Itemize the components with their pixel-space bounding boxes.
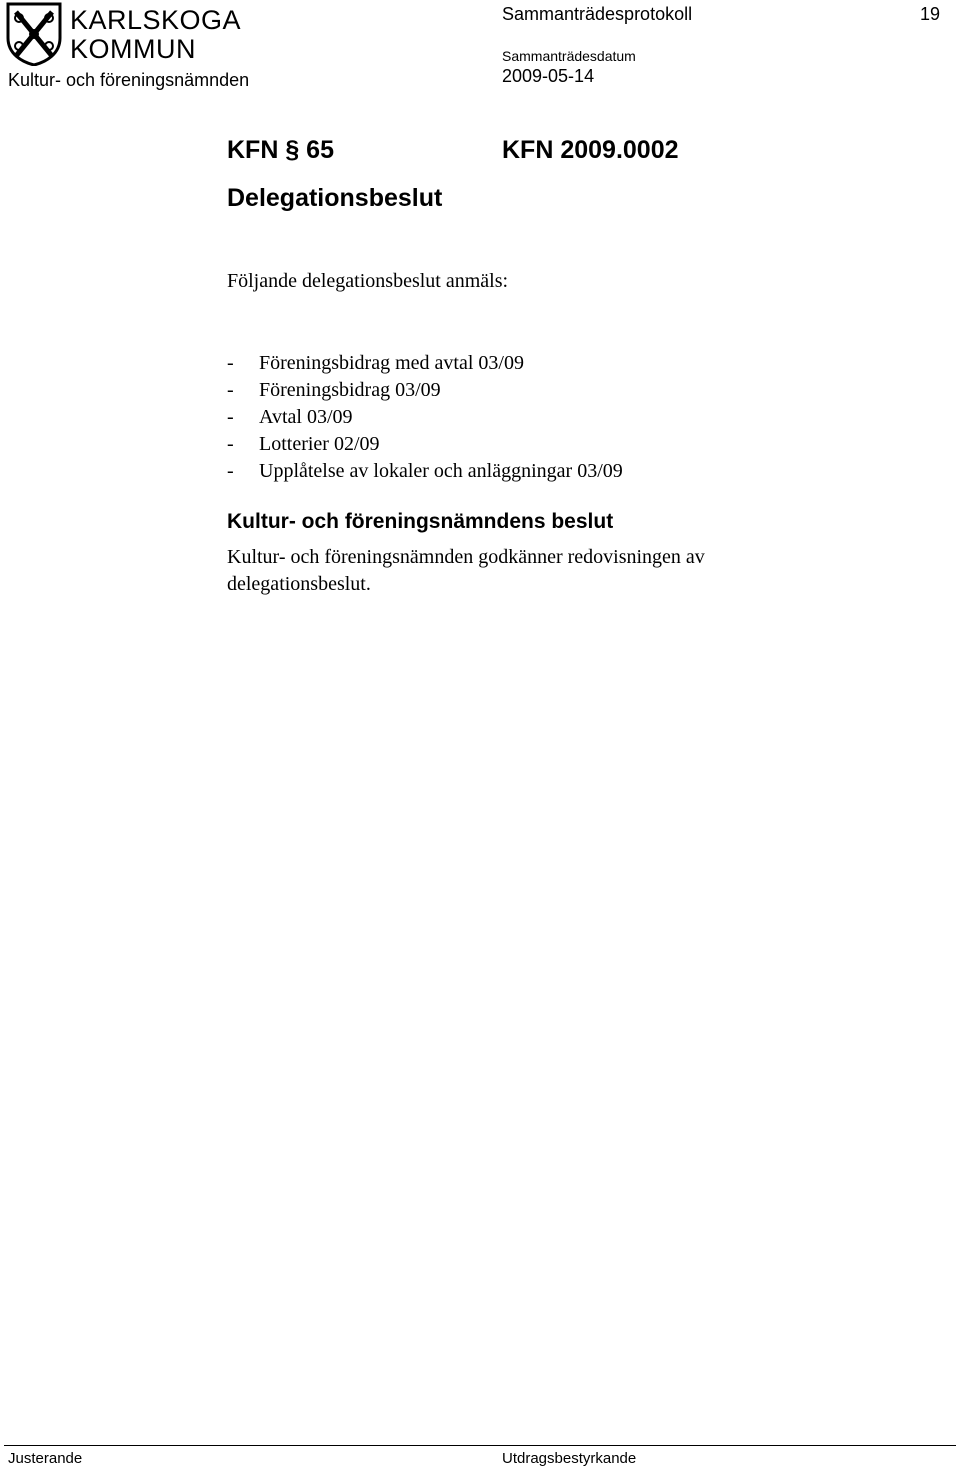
meeting-date-value: 2009-05-14: [502, 66, 595, 86]
logo-line-2: KOMMUN: [70, 34, 196, 64]
list-bullet: -: [227, 433, 234, 455]
logo-line-1: KARLSKOGA: [70, 5, 242, 35]
meeting-date-label: Sammanträdesdatum: [502, 48, 636, 64]
list-bullet: -: [227, 379, 234, 401]
list-bullet: -: [227, 406, 234, 428]
list-item-text: Föreningsbidrag 03/09: [259, 379, 441, 401]
page-number: 19: [920, 4, 941, 24]
delegation-decision-list: [227, 350, 623, 485]
decision-heading: Kultur- och föreningsnämndens beslut: [227, 510, 614, 533]
case-number: KFN 2009.0002: [502, 136, 679, 164]
logo-wordmark: [70, 6, 241, 64]
protocol-title: Sammanträdesprotokoll: [502, 4, 693, 24]
list-bullet: -: [227, 460, 234, 482]
list-item-text: Lotterier 02/09: [259, 433, 380, 455]
intro-text: Följande delegationsbeslut anmäls:: [227, 270, 509, 292]
list-item: [227, 404, 623, 431]
list-item: [227, 458, 623, 485]
list-item: [227, 350, 623, 377]
list-item: [227, 377, 623, 404]
karlskoga-coat-of-arms-logo: [6, 2, 62, 66]
section-title: Delegationsbeslut: [227, 184, 443, 212]
paragraph-number: KFN § 65: [227, 136, 334, 164]
list-item-text: Föreningsbidrag med avtal 03/09: [259, 352, 524, 374]
decision-text: Kultur- och föreningsnämnden godkänner redovisningen av delegationsbeslut.: [227, 546, 705, 595]
footer-justerande: Justerande: [8, 1450, 83, 1467]
list-item: [227, 431, 623, 458]
list-bullet: -: [227, 352, 234, 374]
footer-utdragsbestyrkande: Utdragsbestyrkande: [502, 1450, 637, 1467]
committee-name: Kultur- och föreningsnämnden: [8, 70, 250, 90]
list-item-text: Avtal 03/09: [259, 406, 353, 428]
list-item-text: Upplåtelse av lokaler och anläggningar 03/09: [259, 460, 623, 482]
footer-divider: [4, 1445, 956, 1446]
